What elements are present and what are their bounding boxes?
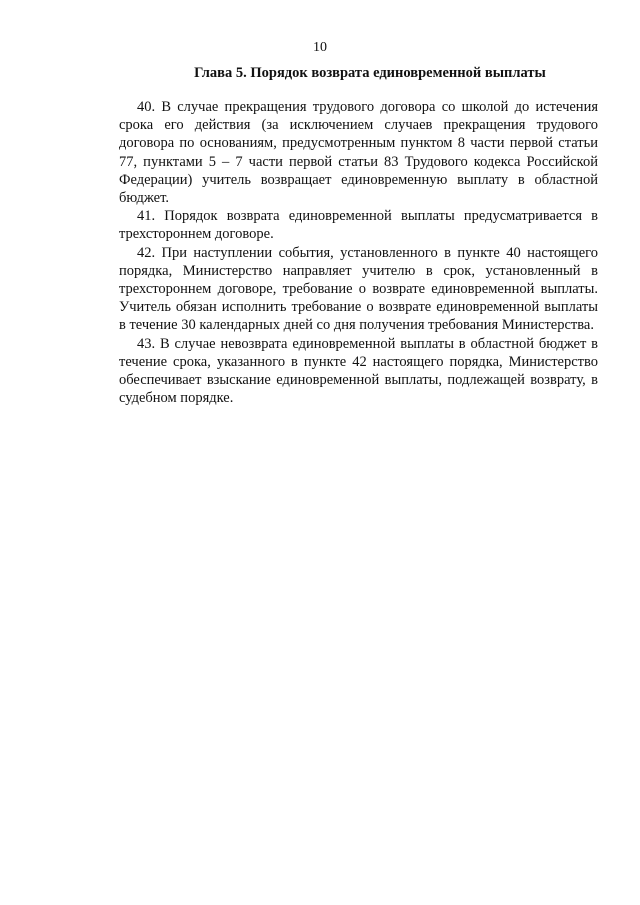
paragraph-40: 40. В случае прекращения трудового договора со школой до истечения срока его действия (за исключением случаев прекращения трудового договора по основаниям, предусмотренным пунктом 8 части первой статьи 77, пунктами 5 – 7 части первой статьи 83 Трудового кодекса Российской Федерации) учитель возвращает единовременную выплату в областной бюджет. [119, 99, 598, 207]
page-number: 10 [313, 40, 327, 55]
chapter-title: Глава 5. Порядок возврата единовременной выплаты [194, 65, 546, 81]
paragraph-41: 41. Порядок возврата единовременной выплаты предусматривается в трехстороннем договоре. [119, 208, 598, 243]
paragraph-42: 42. При наступлении события, установленного в пункте 40 настоящего порядка, Министерство направляет учителю в срок, установленный в трехстороннем договоре, требование о возврате единовременной выплаты. Учитель обязан исполнить требование о возврате единовременной выплаты в течение 30 календарных дней со дня получения требования Министерства. [119, 244, 598, 334]
document-body [119, 98, 598, 407]
paragraph-43: 43. В случае невозврата единовременной выплаты в областной бюджет в течение срока, указанного в пункте 42 настоящего порядка, Министерство обеспечивает взыскание единовременной выплаты, подлежащей возврату, в судебном порядке. [119, 335, 598, 407]
